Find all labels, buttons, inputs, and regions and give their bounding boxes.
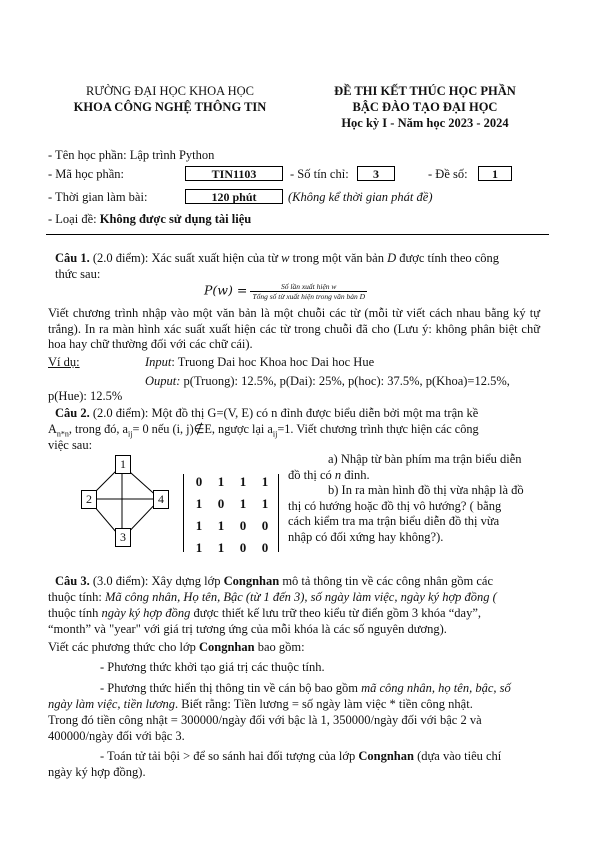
- exam-number-label: - Đề số:: [428, 167, 468, 181]
- q3-line5: Viết các phương thức cho lớp Congnhan bao gồm:: [48, 640, 305, 654]
- q1-var-w: w: [281, 251, 290, 265]
- q2-definition: $A_{n*n}$, trong đó, $a_{ij}= 0$ nếu (i, j)∉E, ngược lại $a_{ij}=1$. Viết chương trình thực hiện các công: [48, 422, 479, 439]
- q1-output-tail: p(Hue): 12.5%: [48, 389, 123, 403]
- q1-text-d: thức sau:: [55, 266, 101, 281]
- q3-method-1: - Phương thức khởi tạo giá trị các thuộc tính.: [100, 660, 325, 674]
- task-a-line2: đồ thị có n đỉnh.: [288, 467, 370, 482]
- q2-title: Câu 2.: [55, 406, 90, 420]
- exam-term: Học kỳ I - Năm học 2023 - 2024: [341, 116, 509, 130]
- matrix-cell: 1: [261, 474, 269, 489]
- matrix-cell: 0: [217, 496, 225, 511]
- q2-text-3: việc sau:: [48, 438, 93, 452]
- q1-title: Câu 1.: [55, 251, 90, 265]
- duration-box: 120 phút: [185, 189, 283, 204]
- matrix-cell: 1: [239, 496, 247, 511]
- q1-text-c: được tính theo công: [399, 251, 500, 265]
- exam-type: [48, 212, 251, 227]
- output-value: p(Truong): 12.5%, p(Dai): 25%, p(hoc): 37.5%, p(Khoa)=12.5%,: [183, 374, 510, 388]
- matrix-cell: 0: [261, 540, 269, 555]
- matrix-cell: 1: [195, 518, 203, 533]
- task-b-line3: cách kiểm tra ma trận biểu diễn đồ thị vừa: [288, 514, 500, 528]
- matrix-cell: 1: [195, 496, 203, 511]
- exam-type-label: - Loại đề:: [48, 212, 97, 226]
- graph-node-4: 4: [153, 490, 169, 509]
- adjacency-matrix: [183, 474, 279, 555]
- q1-text-a: (2.0 điểm): Xác suất xuất hiện của từ: [92, 251, 279, 265]
- exam-level: BẬC ĐÀO TẠO ĐẠI HỌC: [352, 100, 498, 114]
- matrix-row: [188, 515, 276, 537]
- separator-line: [46, 234, 549, 235]
- input-value: : Truong Dai hoc Khoa hoc Dai hoc Hue: [171, 355, 375, 369]
- matrix-cell: 1: [195, 540, 203, 555]
- faculty-name: KHOA CÔNG NGHỆ THÔNG TIN: [73, 100, 267, 114]
- course-code-label: - Mã học phần:: [48, 167, 125, 181]
- matrix-cell: 1: [217, 474, 225, 489]
- q1-intro: [55, 251, 540, 282]
- q1-text-b: trong một văn bản: [292, 251, 384, 265]
- q1-input: [145, 355, 374, 370]
- formula-numerator: Số lần xuất hiện w: [250, 282, 367, 292]
- matrix-row: [188, 493, 276, 515]
- matrix-cell: 1: [217, 540, 225, 555]
- exam-number-box: 1: [478, 166, 512, 181]
- q3-line4: “month” và "year" với giá trị tương ứng của mỗi khóa là các số nguyên dương).: [48, 622, 447, 636]
- matrix-cell: 0: [239, 540, 247, 555]
- matrix-row: [188, 537, 276, 559]
- matrix-cell: 1: [261, 496, 269, 511]
- matrix-cell: 0: [239, 518, 247, 533]
- task-b-line1: b) In ra màn hình đồ thị vừa nhập là đồ: [328, 483, 524, 497]
- matrix-table: [188, 471, 276, 559]
- task-b-line2: thị có hướng hoặc đồ thị vô hướng? ( bằng: [288, 498, 502, 513]
- q1-var-d: D: [387, 251, 397, 265]
- q3-line3: thuộc tính ngày ký hợp đồng được thiết kế lưu trữ theo kiểu từ điển gồm 3 khóa “day”,: [48, 606, 482, 620]
- matrix-cell: 0: [195, 474, 203, 489]
- graph-node-1: 1: [115, 455, 131, 474]
- q3-method-3-end: ngày ký hợp đồng).: [48, 765, 146, 779]
- task-a-line1: a) Nhập từ bàn phím ma trận biểu diễn: [328, 452, 522, 466]
- duration-note: (Không kể thời gian phát đề): [288, 190, 433, 204]
- matrix-cell: 0: [261, 518, 269, 533]
- q3-method-2: - Phương thức hiển thị thông tin về cán bộ bao gồm mã công nhân, họ tên, bậc, số: [100, 681, 511, 695]
- q3-method-2-cont: ngày làm việc, tiền lương. Biết rằng: Tiền lương = số ngày làm việc * tiền công nhật.: [48, 697, 473, 711]
- q1-example-label: Ví dụ:: [48, 355, 80, 369]
- duration-label: - Thời gian làm bài:: [48, 190, 148, 204]
- q3-method-2-end: 400000/ngày đối với bậc 3.: [48, 729, 185, 743]
- formula-fraction: [250, 282, 367, 301]
- matrix-cell: 1: [239, 474, 247, 489]
- q3-title: Câu 3.: [55, 574, 90, 588]
- formula-lhs: P(w) =: [204, 282, 248, 298]
- input-label: Input: [145, 355, 172, 369]
- q3-line1: Câu 3. (3.0 điểm): Xây dựng lớp Congnhan mô tả thông tin về các công nhân gồm các: [55, 574, 494, 588]
- q1-formula: [204, 282, 367, 301]
- q1-output: [145, 374, 510, 389]
- university-name: RƯỜNG ĐẠI HỌC KHOA HỌC: [85, 84, 255, 98]
- output-label: Ouput:: [145, 374, 181, 388]
- graph-node-3: 3: [115, 528, 131, 547]
- credits-label: - Số tín chỉ:: [290, 167, 349, 181]
- q3-method-2-rates: Trong đó tiền công nhật = 300000/ngày đối với bậc là 1, 350000/ngày đối với bậc 2 và: [48, 713, 482, 727]
- matrix-cell: 1: [217, 518, 225, 533]
- task-b-line4: nhập có đối xứng hay không?).: [288, 529, 444, 544]
- graph-node-2: 2: [81, 490, 97, 509]
- course-code-box: TIN1103: [185, 166, 283, 181]
- course-name: - Tên học phần: Lập trình Python: [48, 148, 215, 162]
- formula-denominator: Tổng số từ xuất hiện trong văn bản D: [252, 292, 365, 301]
- matrix-row: [188, 471, 276, 493]
- credits-box: 3: [357, 166, 395, 181]
- exam-title: ĐỀ THI KẾT THÚC HỌC PHẦN: [334, 84, 516, 98]
- q3-method-3: - Toán tử tải bội > để so sánh hai đối tượng của lớp Congnhan (dựa vào tiêu chí: [100, 749, 502, 763]
- exam-type-value: Không được sử dụng tài liệu: [99, 212, 252, 226]
- q1-body: Viết chương trình nhập vào một văn bản là một chuỗi các từ (mỗi từ viết cách nhau bằng ký tự trắng). In ra màn hình xác suất xuất hiện các từ trong chuỗi đã cho (Lưu ý: không phân biệt chữ hoa hay chữ thường đối với các chữ cái).: [48, 306, 540, 351]
- q3-line2: thuộc tính: Mã công nhân, Họ tên, Bậc (từ 1 đến 3), số ngày làm việc, ngày ký hợp đồng (: [48, 590, 497, 604]
- q2-text-1: (2.0 điểm): Một đồ thị G=(V, E) có n đỉnh được biểu diễn bởi một ma trận kề: [92, 406, 479, 420]
- q2-intro: [55, 406, 540, 422]
- q2-tasks: [288, 452, 540, 545]
